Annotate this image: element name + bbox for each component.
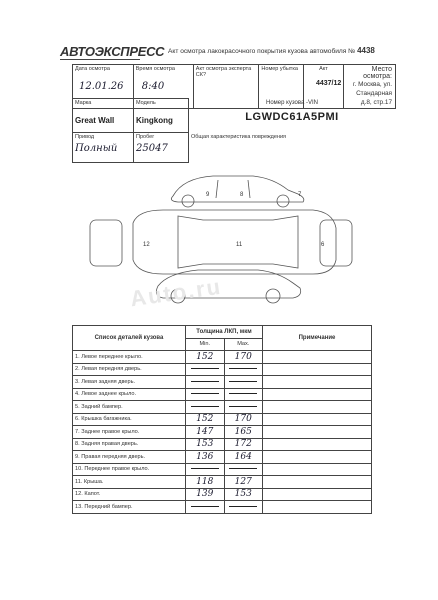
part-note — [263, 426, 372, 439]
part-max — [224, 388, 263, 401]
empty-dash — [229, 393, 257, 394]
part-min — [186, 363, 225, 376]
table-row — [73, 501, 372, 514]
table-row — [73, 388, 372, 401]
part-name: 12. Капот. — [73, 488, 186, 501]
panel-num-9: 9 — [206, 192, 210, 198]
col-thickness: Толщина ЛКП, мкм — [186, 326, 263, 339]
place-label: Место осмотра: — [363, 66, 392, 80]
empty-dash — [229, 468, 257, 469]
part-note — [263, 438, 372, 451]
drive-label: Привод — [75, 134, 95, 140]
act-number: 4438 — [357, 46, 375, 55]
empty-dash — [229, 381, 257, 382]
col-min: Min. — [186, 338, 225, 351]
part-max — [224, 401, 263, 414]
expert-label: Акт осмотра эксперта СК? — [195, 66, 252, 78]
part-max: 170 — [224, 351, 263, 364]
brand-label: Марка — [75, 100, 92, 106]
part-note — [263, 476, 372, 489]
vin-label: Номер кузова -VIN — [266, 99, 318, 106]
table-row — [73, 488, 372, 501]
panel-num-6: 6 — [321, 242, 325, 248]
vin-cell — [189, 99, 396, 133]
part-min: 136 — [186, 451, 225, 464]
part-note — [263, 501, 372, 514]
time-label: Время осмотра — [135, 66, 175, 72]
logo-underline — [60, 59, 140, 60]
part-min: 118 — [186, 476, 225, 489]
time-value: 8:40 — [141, 81, 165, 92]
table-row — [73, 351, 372, 364]
title-text: Акт осмотра лакокрасочного покрытия кузова автомобиля № — [168, 48, 356, 55]
empty-dash — [191, 393, 219, 394]
part-max: 153 — [224, 488, 263, 501]
col-parts: Список деталей кузова — [73, 326, 186, 351]
part-note — [263, 376, 372, 389]
table-row — [73, 451, 372, 464]
drive-cell — [73, 133, 134, 163]
part-note — [263, 463, 372, 476]
document-title — [168, 46, 375, 55]
empty-dash — [191, 506, 219, 507]
part-name: 10. Переднее правое крыло. — [73, 463, 186, 476]
panel-num-8: 8 — [240, 192, 244, 198]
panel-num-7: 7 — [298, 192, 302, 198]
empty-dash — [229, 406, 257, 407]
part-max — [224, 463, 263, 476]
panel-num-12: 12 — [143, 242, 150, 248]
place-value: г. Москва, ул. Стандарная д.8, стр.17 — [352, 81, 392, 106]
brand-value: Great Wall — [75, 116, 115, 125]
part-max: 172 — [224, 438, 263, 451]
part-note — [263, 451, 372, 464]
col-note: Примечание — [263, 326, 372, 351]
part-note — [263, 351, 372, 364]
table-row — [73, 413, 372, 426]
part-max: 170 — [224, 413, 263, 426]
col-max: Max. — [224, 338, 263, 351]
front-view — [90, 220, 122, 266]
act-label: Акт — [319, 66, 328, 72]
part-max: 127 — [224, 476, 263, 489]
brand-cell — [73, 99, 134, 133]
part-min: 147 — [186, 426, 225, 439]
part-min: 153 — [186, 438, 225, 451]
part-name: 6. Крышка багажника. — [73, 413, 186, 426]
part-name: 8. Задняя правая дверь. — [73, 438, 186, 451]
act-value: 4437/12 — [315, 80, 342, 87]
part-min: 152 — [186, 413, 225, 426]
watermark: Auto.ru — [128, 273, 224, 312]
part-max: 165 — [224, 426, 263, 439]
empty-dash — [191, 368, 219, 369]
part-name: 3. Левая задняя дверь. — [73, 376, 186, 389]
mileage-label: Пробег — [136, 134, 155, 140]
part-max — [224, 376, 263, 389]
part-name: 7. Заднее правое крыло. — [73, 426, 186, 439]
model-label: Модель — [136, 100, 156, 106]
empty-dash — [229, 368, 257, 369]
parts-table — [72, 325, 372, 514]
part-max — [224, 363, 263, 376]
part-max: 164 — [224, 451, 263, 464]
mileage-cell — [134, 133, 189, 163]
general-label: Общая характеристика повреждения — [191, 133, 287, 140]
table-row — [73, 376, 372, 389]
part-note — [263, 401, 372, 414]
table-row — [73, 463, 372, 476]
part-min: 152 — [186, 351, 225, 364]
table-row — [73, 426, 372, 439]
model-value: Kingkong — [136, 116, 173, 125]
part-name: 13. Передний бампер. — [73, 501, 186, 514]
vehicle-table — [72, 98, 396, 163]
part-min: 139 — [186, 488, 225, 501]
drive-value: Полный — [75, 143, 118, 154]
table-row — [73, 401, 372, 414]
part-min — [186, 463, 225, 476]
part-note — [263, 388, 372, 401]
general-cell — [189, 133, 396, 163]
part-note — [263, 488, 372, 501]
table-row — [73, 363, 372, 376]
part-name: 2. Левая передняя дверь. — [73, 363, 186, 376]
side-view-right — [171, 176, 303, 202]
model-cell — [134, 99, 189, 133]
part-name: 9. Правая передняя дверь. — [73, 451, 186, 464]
part-name: 4. Левое заднее крыло. — [73, 388, 186, 401]
logo: АВТОЭКСПРЕСС — [60, 44, 165, 59]
mileage-value: 25047 — [136, 143, 168, 154]
loss-label: Номер убытка — [261, 66, 298, 72]
empty-dash — [229, 506, 257, 507]
part-name: 1. Левое переднее крыло. — [73, 351, 186, 364]
part-note — [263, 363, 372, 376]
empty-dash — [191, 381, 219, 382]
part-name: 11. Крыша. — [73, 476, 186, 489]
part-min — [186, 376, 225, 389]
empty-dash — [191, 406, 219, 407]
part-max — [224, 501, 263, 514]
panel-num-11: 11 — [236, 242, 243, 248]
part-name: 5. Задний бампер. — [73, 401, 186, 414]
empty-dash — [191, 468, 219, 469]
date-value: 12.01.26 — [79, 81, 124, 92]
vin-value: LGWDC61A5PMI — [245, 110, 339, 123]
date-label: Дата осмотра — [75, 66, 110, 72]
part-min — [186, 501, 225, 514]
part-min — [186, 401, 225, 414]
part-min — [186, 388, 225, 401]
part-note — [263, 413, 372, 426]
table-row — [73, 438, 372, 451]
table-row — [73, 476, 372, 489]
